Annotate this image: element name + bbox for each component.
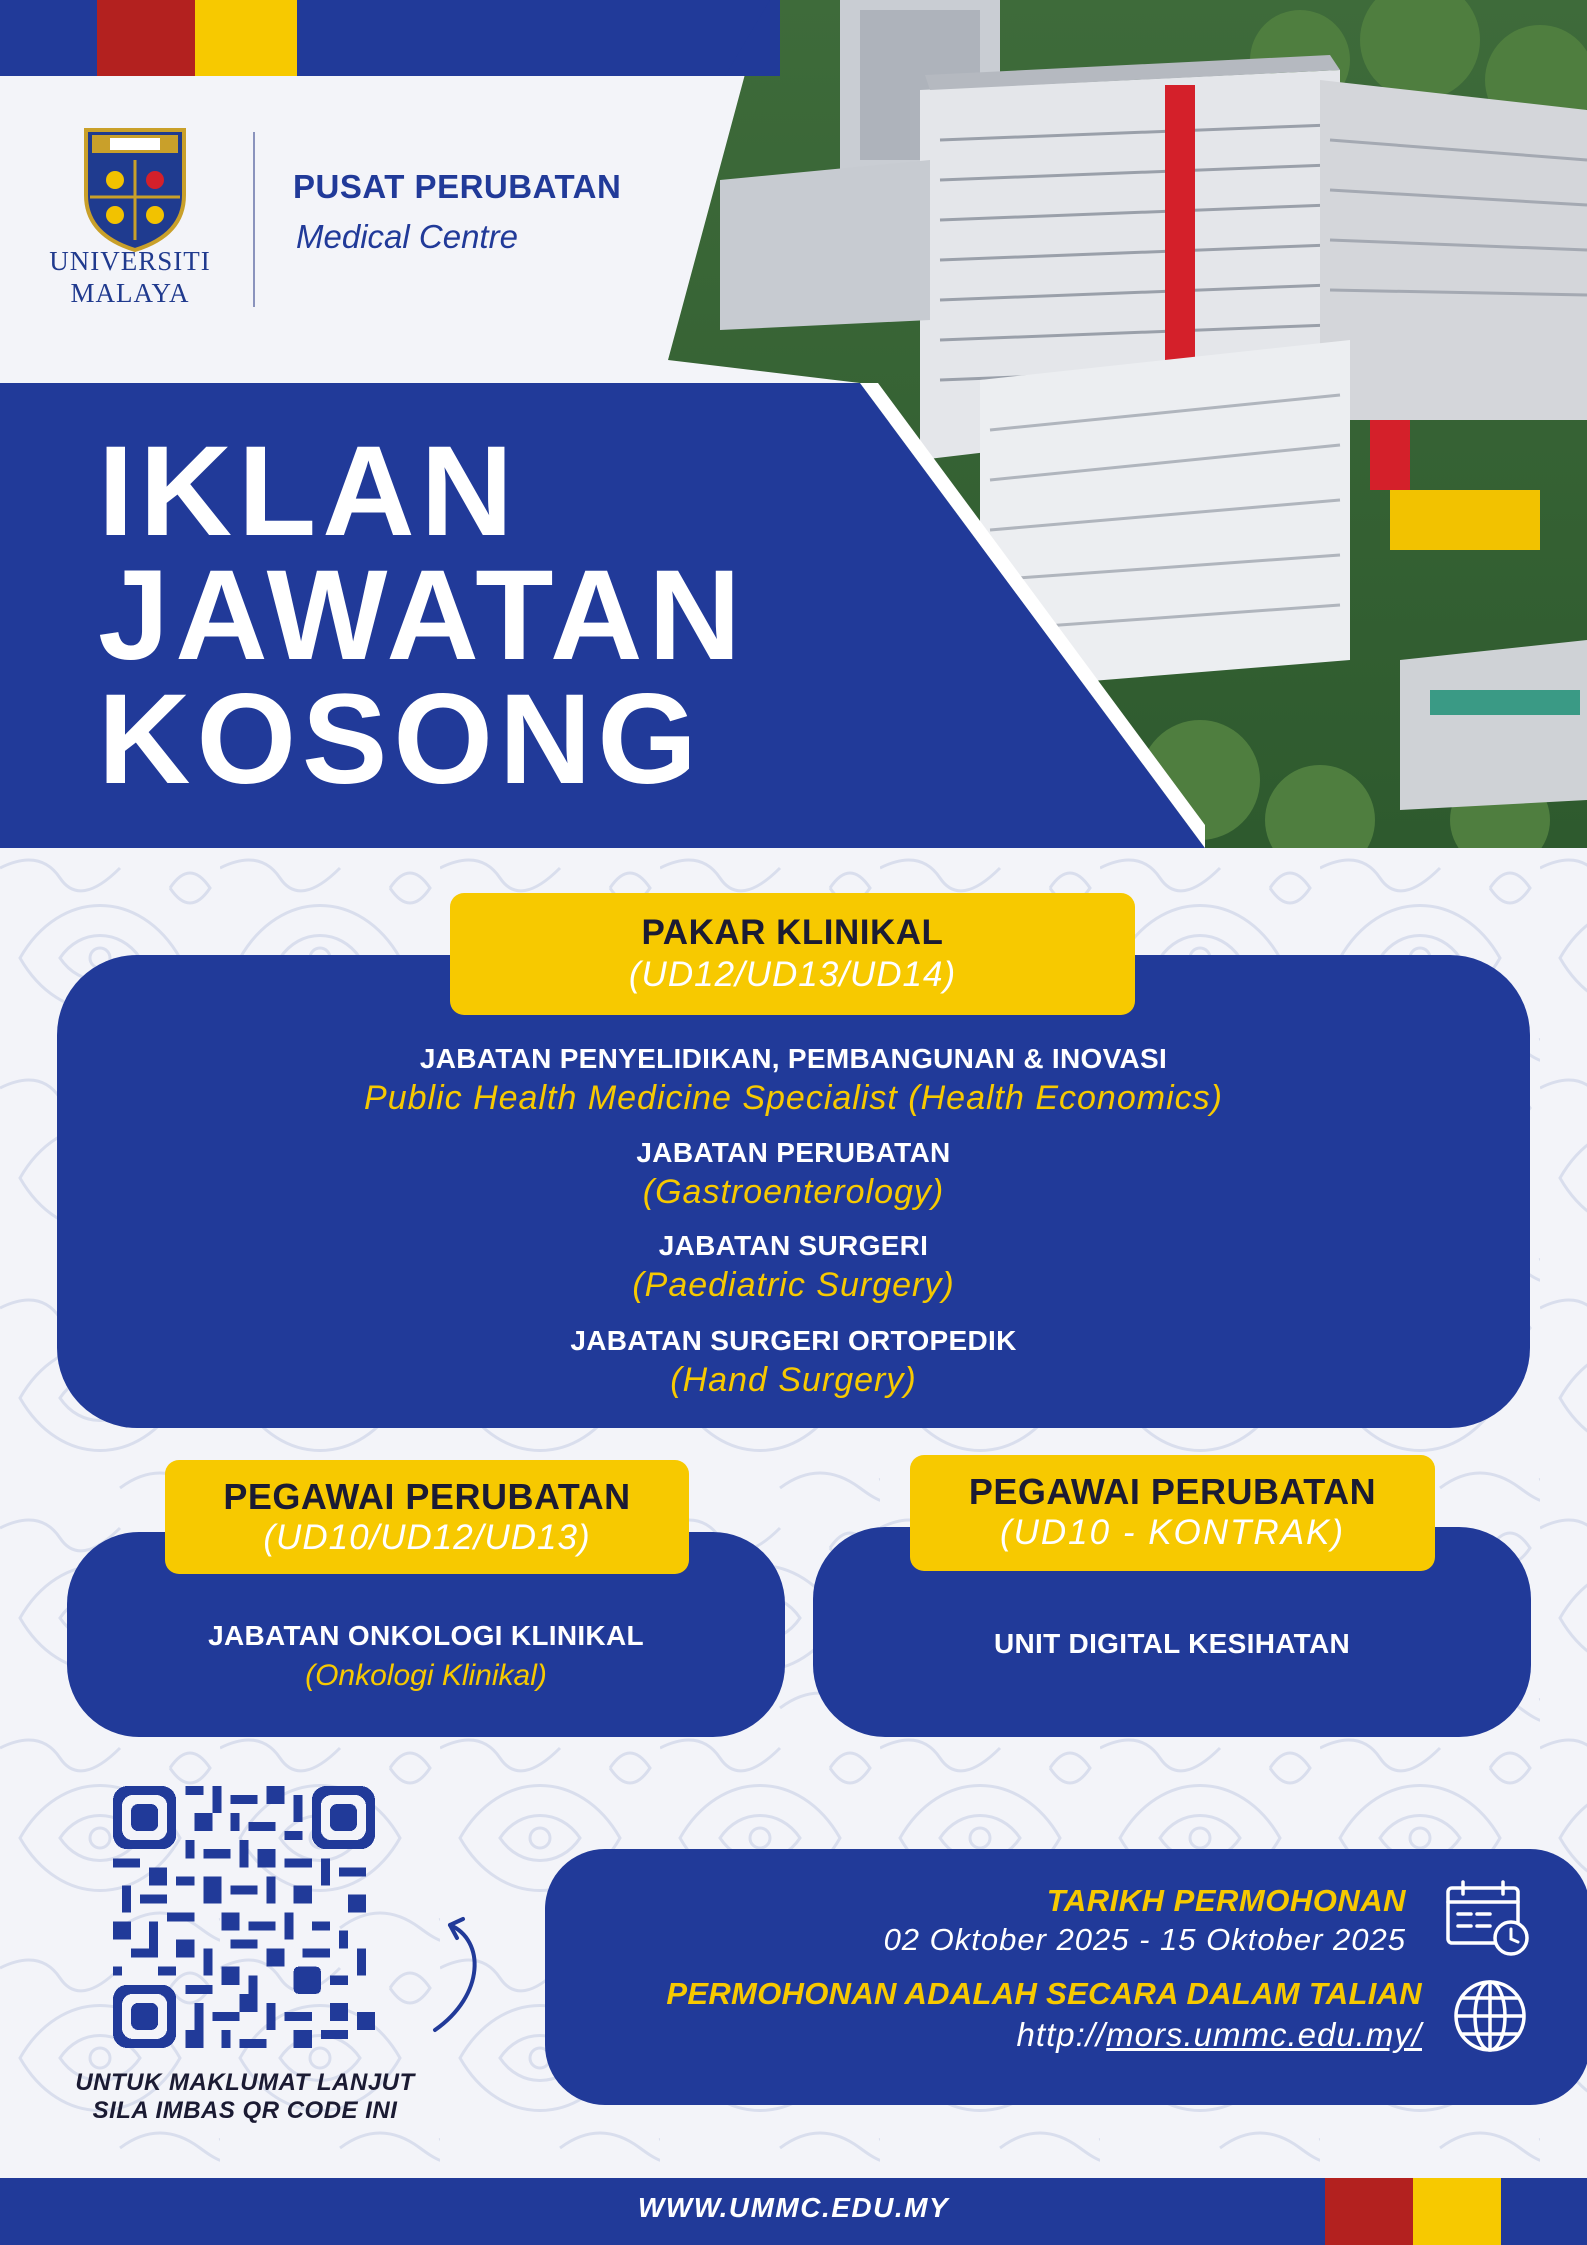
url-prefix: http:// [1016, 2016, 1107, 2053]
pakar-klinikal-grades: (UD12/UD13/UD14) [628, 955, 957, 994]
department-item [57, 1043, 1530, 1118]
unit-digital-kesihatan-name: UNIT DIGITAL KESIHATAN [993, 1628, 1351, 1659]
university-name-line2: MALAYA [70, 278, 190, 308]
hero-title-line3: KOSONG [98, 668, 703, 811]
department-item [57, 1230, 1530, 1305]
pegawai-perubatan-tag-1 [165, 1460, 689, 1574]
department-name: JABATAN SURGERI [658, 1230, 929, 1261]
pegawai-perubatan-tag-2 [910, 1455, 1435, 1571]
department-item [57, 1325, 1530, 1400]
top-red-block [97, 0, 195, 76]
department-specialty: (Paediatric Surgery) [632, 1266, 955, 1304]
pegawai-perubatan-grades-2: (UD10 - KONTRAK) [999, 1513, 1346, 1552]
pakar-klinikal-title: PAKAR KLINIKAL [641, 913, 944, 952]
hero-title [98, 420, 747, 811]
department-item [57, 1137, 1530, 1212]
department-name: JABATAN PERUBATAN [636, 1137, 951, 1168]
url-link[interactable]: mors.ummc.edu.my/ [1106, 2016, 1422, 2053]
university-name-line1: UNIVERSITI [49, 246, 211, 276]
application-date-label: TARIKH PERMOHONAN [1046, 1883, 1406, 1918]
footer-website-link[interactable]: WWW.UMMC.EDU.MY [637, 2192, 950, 2223]
application-url [560, 2016, 1422, 2054]
onkologi-department-name: JABATAN ONKOLOGI KLINIKAL [208, 1620, 644, 1651]
application-date-range: 02 Oktober 2025 - 15 Oktober 2025 [883, 1922, 1406, 1957]
hero-title-line1: IKLAN [98, 420, 520, 563]
pakar-klinikal-tag [450, 893, 1135, 1015]
qr-caption-line2: SILA IMBAS QR CODE INI [92, 2097, 398, 2124]
online-application-label: PERMOHONAN ADALAH SECARA DALAM TALIAN [666, 1976, 1422, 2011]
header-divider [253, 132, 255, 307]
pegawai-perubatan-grades-1: (UD10/UD12/UD13) [263, 1518, 591, 1557]
department-specialty: (Hand Surgery) [670, 1361, 917, 1399]
curved-arrow-icon [415, 1905, 495, 2045]
university-name [20, 245, 240, 309]
pegawai-perubatan-title-2: PEGAWAI PERUBATAN [968, 1471, 1377, 1512]
qr-caption-line1: UNTUK MAKLUMAT LANJUT [75, 2069, 415, 2096]
qr-caption [30, 2069, 460, 2125]
qr-code[interactable] [113, 1786, 375, 2048]
calendar-clock-icon [1443, 1878, 1533, 1958]
department-specialty: (Gastroenterology) [642, 1173, 945, 1211]
top-yellow-block [195, 0, 297, 76]
department-name: JABATAN PENYELIDIKAN, PEMBANGUNAN & INOVASI [419, 1043, 1168, 1074]
hero-title-line2: JAWATAN [98, 544, 747, 687]
globe-icon [1450, 1976, 1530, 2056]
onkologi-specialty: (Onkologi Klinikal) [305, 1659, 547, 1692]
centre-title: PUSAT PERUBATAN [293, 168, 622, 205]
centre-subtitle: Medical Centre [296, 218, 518, 255]
department-name: JABATAN SURGERI ORTOPEDIK [570, 1325, 1017, 1356]
pegawai-perubatan-title-1: PEGAWAI PERUBATAN [223, 1476, 631, 1517]
top-band-slant [690, 0, 810, 76]
department-specialty: Public Health Medicine Specialist (Health Economics) [364, 1079, 1223, 1117]
